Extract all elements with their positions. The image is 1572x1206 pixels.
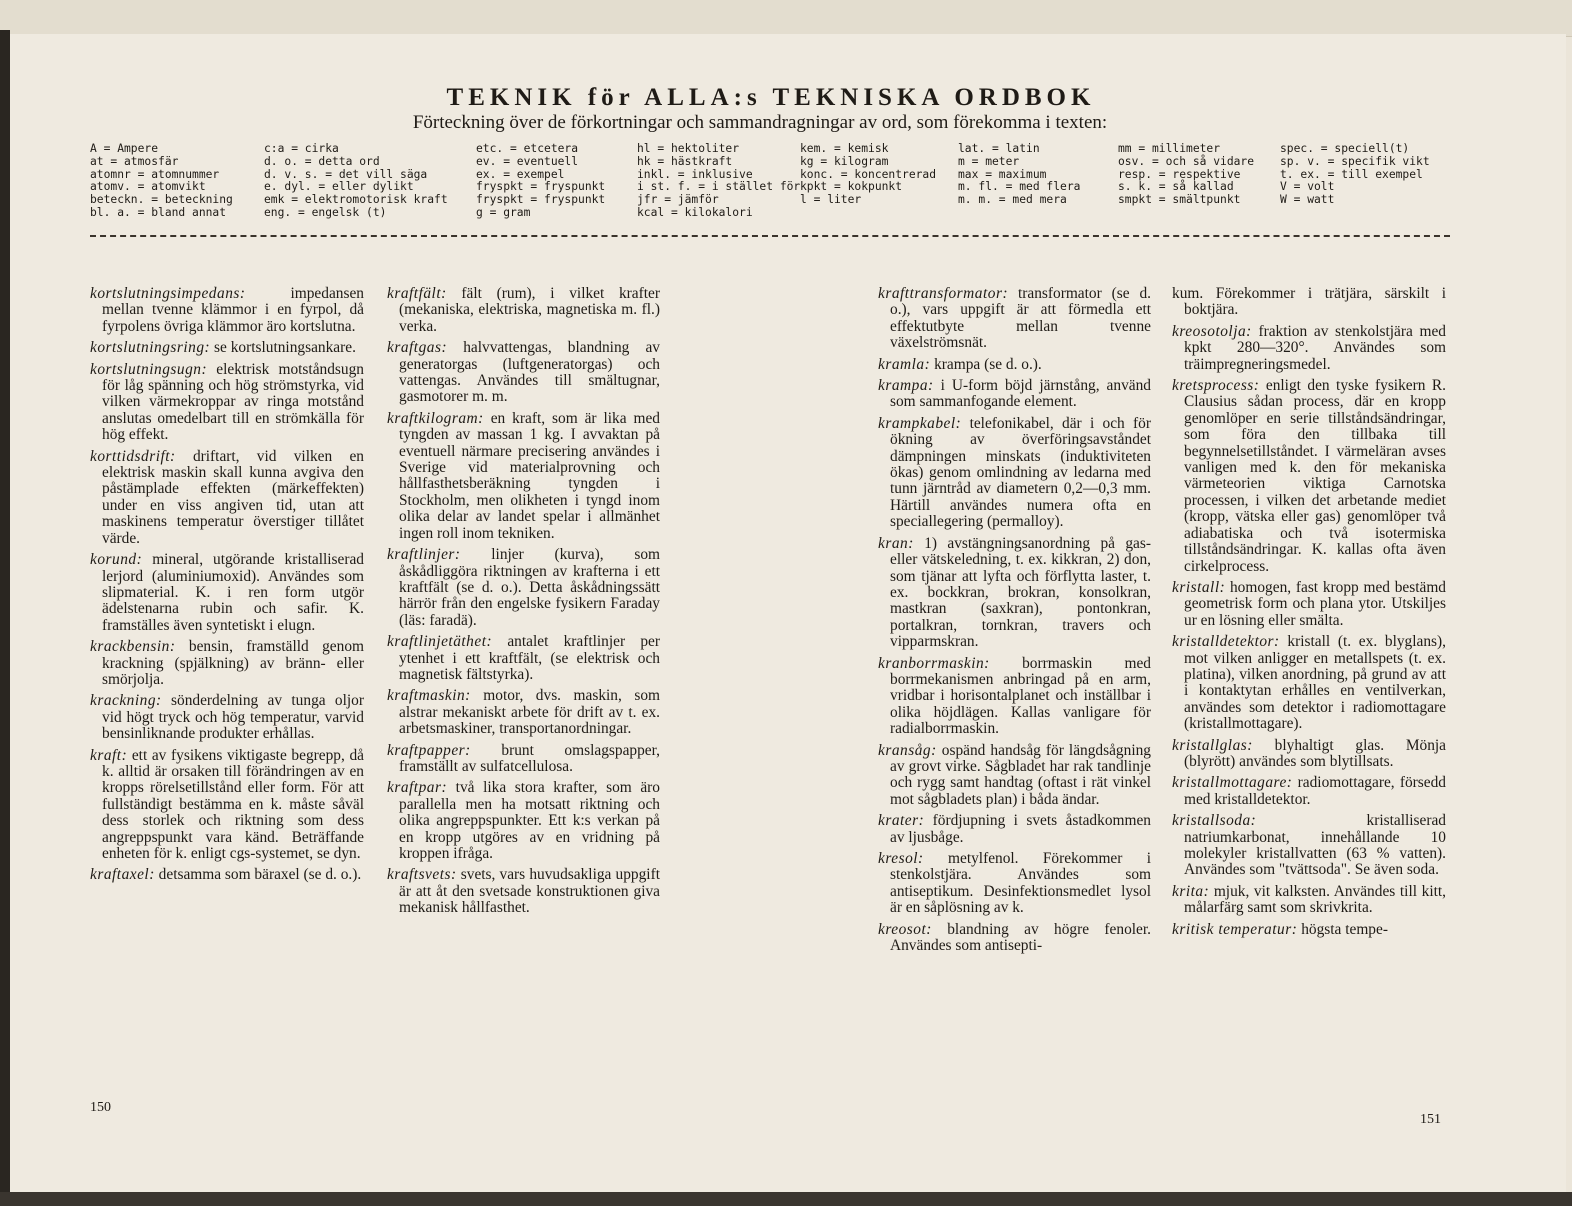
abbreviation-item: c:a = cirka: [264, 142, 339, 155]
dictionary-entry: [90, 362, 364, 444]
abbreviation-item: sp. v. = specifik vikt: [1280, 154, 1430, 168]
dictionary-entry: [90, 748, 364, 863]
abbreviation-item: ex. = exempel: [476, 167, 565, 181]
entry-definition: sönderdelning av tunga oljor vid högt tryck och hög temperatur, varvid bensinliknande produkter erhållas.: [102, 692, 364, 743]
abbreviation-column: [637, 143, 800, 220]
abbreviation-item: etc. = etcetera: [476, 142, 579, 155]
entry-term: kraftpar:: [387, 779, 448, 797]
dictionary-entry: [1172, 634, 1446, 732]
dictionary-entry: [1172, 738, 1446, 771]
entry-definition: telefonikabel, där i och för ökning av överföringsavståndet dämpningen minskats (induktiviteten ökas) genom omlindning av ledarna med tunn järntråd av diametern 0,2—0,3 mm. Härtill användes numera ofta en speciallegering (permalloy).: [890, 414, 1151, 531]
abbreviation-item: jfr = jämför: [637, 193, 719, 207]
abbreviation-item: max = maximum: [958, 167, 1047, 181]
abbreviation-item: emk = elektromotorisk kraft: [264, 193, 448, 207]
entry-term: kraftaxel:: [90, 866, 155, 884]
dictionary-entry: [90, 639, 364, 688]
entry-definition: blyhaltigt glas. Mönja (blyrött) användes som blytillsats.: [1184, 736, 1446, 770]
abbreviation-column: [264, 143, 448, 220]
dictionary-entry: [90, 552, 364, 634]
dictionary-entry: [1172, 922, 1446, 938]
dictionary-entry: [387, 634, 660, 683]
dictionary-entry: [878, 378, 1151, 411]
entry-definition: linjer (kurva), som åskådliggöra riktningen av krafterna i ett kraftfält (se d. o.). Detta åskådningssätt härrör från den engelske fysikern Faraday (läs: faradä).: [399, 546, 660, 629]
dictionary-entry: [878, 416, 1151, 531]
dictionary-entry: [1172, 775, 1446, 808]
entry-definition: 1) avstängningsanordning på gas- eller vätskeledning, t. ex. kikkran, 2) don, som tjänar att lyfta och förflytta laster, t. ex. bockkran, brokran, konsolkran, mastkran (saxkran), pontonkran, portalkran, tornkran, travers och vipparmskran.: [890, 534, 1151, 651]
abbreviation-item: lat. = latin: [958, 142, 1040, 155]
abbreviation-item: i st. f. = i stället för: [637, 180, 801, 194]
abbreviation-column: [1118, 143, 1254, 207]
abbreviation-item: at = atmosfär: [90, 154, 179, 168]
abbreviation-item: atomnr = atomnummer: [90, 167, 220, 181]
abbreviation-item: kg = kilogram: [800, 154, 889, 168]
dictionary-entry: [387, 411, 660, 542]
abbreviation-column: [958, 143, 1080, 207]
entry-term: kraftgas:: [387, 339, 448, 357]
entry-term: kritisk temperatur:: [1172, 920, 1298, 938]
binding-edge: [0, 30, 10, 1206]
entry-term: kristallglas:: [1172, 736, 1253, 754]
entry-term: kraftlinjetäthet:: [387, 633, 493, 651]
entry-definition: elektrisk motståndsugn för låg spänning och hög strömstyrka, vid vilken värmekroppar av ringa motstånd anslutas omedelbart till en strömkälla för hög effekt.: [102, 360, 364, 444]
abbreviation-item: kem. = kemisk: [800, 142, 889, 155]
entry-definition: radiomottagare, försedd med kristalldetektor.: [1184, 774, 1446, 808]
dictionary-entry: [1172, 324, 1446, 373]
abbreviation-item: V = volt: [1280, 180, 1335, 194]
entry-definition: halvvattengas, blandning av generatorgas (luftgeneratorgas) och vattengas. Användes till smältugnar, gasmotorer m. m.: [399, 339, 660, 406]
dictionary-entry: [387, 780, 660, 862]
entry-definition: detsamma som bäraxel (se d. o.).: [154, 866, 362, 884]
dictionary-entry: [878, 743, 1151, 809]
entry-term: kran:: [878, 534, 914, 552]
abbreviation-item: mm = millimeter: [1118, 142, 1221, 155]
dictionary-entry: [1172, 884, 1446, 917]
dictionary-entry: [387, 340, 660, 406]
entry-term: kraftlinjer:: [387, 546, 461, 564]
dictionary-entry: [1172, 580, 1446, 629]
entry-term: kreosot:: [878, 920, 932, 938]
dictionary-entry: [878, 536, 1151, 651]
entry-definition: impedansen mellan tvenne klämmor i en fyrpol, då fyrpolens övriga klämmor äro kortslutna.: [102, 285, 364, 335]
entry-definition: motor, dvs. maskin, som alstrar mekaniskt arbete för drift av t. ex. arbetsmaskiner, transportanordningar.: [399, 687, 660, 738]
entry-term: krackning:: [90, 692, 162, 710]
dictionary-entry: [90, 693, 364, 742]
entry-definition: borrmaskin med borrmekanismen anbringad på en arm, vridbar i horisontalplanet och inställbar i olika höjdlägen. Kallas vanligare för radialborrmaskin.: [890, 654, 1151, 738]
abbreviation-item: konc. = koncentrerad: [800, 167, 937, 181]
entry-definition: homogen, fast kropp med bestämd geometrisk form och plana ytor. Utskiljes ur en lösning eller smälta.: [1184, 578, 1446, 629]
entry-definition: driftart, vid vilken en elektrisk maskin skall kunna avgiva den påstämplade effekten (märkeffekten) under en viss angiven tid, utan att maskinens temperatur överstiger tillåtet värde.: [102, 447, 364, 547]
entry-definition: två lika stora krafter, som äro parallella men ha motsatt riktning och olika angreppspunkter. Ett k:s verkan på en kropp utgöres av en vridning på kroppen ifråga.: [399, 779, 660, 862]
dictionary-entry: [90, 449, 364, 547]
abbreviation-item: d. o. = detta ord: [264, 154, 380, 168]
entry-term: krita:: [1172, 882, 1210, 900]
page-title: TEKNIK för ALLA:s TEKNISKA ORDBOK: [446, 84, 1096, 111]
abbreviation-item: hl = hektoliter: [637, 142, 740, 155]
entry-definition: enligt den tyske fysikern R. Clausius sådan process, där en kropp genomlöper en serie tillståndsändringar, som föra den tillbaka till begynnelsetillståndet. I värmeläran avses vanligen med k. den för mekaniska värmeteorien viktiga Carnotska processen, i vilken det arbetande mediet (kropp, vätska eller gas) genomlöper två adiabatiska och två isotermiska tillståndsändringar. K. kallas ofta även cirkelprocess.: [1184, 377, 1446, 575]
entry-term: kreosotolja:: [1172, 322, 1252, 340]
text-column: [90, 286, 364, 889]
entry-term: kortslutningsring:: [90, 339, 211, 357]
abbreviation-item: fryspkt = fryspunkt: [476, 180, 606, 194]
abbreviation-item: resp. = respektive: [1118, 167, 1241, 181]
dictionary-entry: [878, 656, 1151, 738]
abbreviation-item: osv. = och så vidare: [1118, 154, 1255, 168]
entry-term: kortslutningsugn:: [90, 360, 208, 378]
dictionary-entry: [387, 286, 660, 335]
abbreviation-item: s. k. = så kallad: [1118, 180, 1234, 194]
entry-term: kraftkilogram:: [387, 409, 484, 427]
entry-term: kramla:: [878, 355, 931, 373]
text-column: [1172, 286, 1446, 943]
entry-definition: mineral, utgörande kristalliserad lerjord (aluminiumoxid). Användes som slipmaterial. K. i ren form utgör ädelstenarna rubin och safir. K. framställes även syntetiskt i elugn.: [102, 551, 364, 634]
abbreviation-item: m = meter: [958, 154, 1020, 168]
entry-definition: kum. Förekommer i trätjära, särskilt i boktjära.: [1172, 285, 1446, 319]
abbreviation-item: W = watt: [1280, 193, 1335, 207]
entry-definition: se kortslutningsankare.: [210, 339, 356, 357]
dictionary-entry: [878, 922, 1151, 955]
entry-term: kristallsoda:: [1172, 812, 1257, 830]
entry-definition: krampa (se d. o.).: [930, 355, 1042, 373]
entry-term: kranborrmaskin:: [878, 654, 990, 672]
dictionary-entry: [878, 851, 1151, 917]
entry-definition: bensin, framställd genom krackning (spjälkning) av bränn- eller smörjolja.: [102, 638, 364, 688]
abbreviation-item: smpkt = smältpunkt: [1118, 193, 1241, 207]
abbreviation-item: spec. = speciell(t): [1280, 142, 1410, 155]
abbreviation-item: kpkt = kokpunkt: [800, 180, 903, 194]
dictionary-entry: [387, 688, 660, 737]
entry-term: kristalldetektor:: [1172, 633, 1280, 651]
dictionary-entry: [1172, 378, 1446, 575]
entry-definition: en kraft, som är lika med tyngden av massan 1 kg. I avvaktan på eventuell närmare precisering användes i Sverige vid materialprovning och hållfasthetsberäkning tyngden i Stockholm, men olikheten i tyngd inom olika delar av landet spelar i allmänhet ingen roll inom tekniken.: [399, 409, 660, 542]
entry-term: kransåg:: [878, 741, 937, 759]
abbreviation-item: hk = hästkraft: [637, 154, 733, 168]
dictionary-entry: [878, 357, 1151, 373]
abbreviation-item: ev. = eventuell: [476, 154, 579, 168]
abbreviation-item: m. fl. = med flera: [958, 180, 1081, 194]
dictionary-entry: [387, 547, 660, 629]
abbreviation-column: [90, 143, 233, 220]
abbreviation-item: d. v. s. = det vill säga: [264, 167, 428, 181]
entry-definition: fält (rum), i vilket krafter (mekaniska, elektriska, magnetiska m. fl.) verka.: [399, 285, 660, 335]
entry-definition: i U-form böjd järnstång, använd som sammanfogande element.: [890, 377, 1151, 411]
abbreviation-item: beteckn. = beteckning: [90, 193, 233, 207]
entry-term: kraftfält:: [387, 285, 447, 302]
text-column: [387, 286, 660, 922]
entry-term: krafttransformator:: [878, 285, 1009, 302]
entry-definition: ett av fysikens viktigaste begrepp, då k. alltid är orsaken till förändringen av en kropps rörelsetillstånd eller form. För att fullständigt bestämma en k. måste såväl dess storlek och riktning som dess angreppspunkt vara känd. Beträffande enheten för k. enligt cgs-systemet, se dyn.: [102, 746, 364, 862]
entry-term: kraft:: [90, 746, 128, 764]
entry-term: kortslutningsimpedans:: [90, 285, 246, 302]
abbreviation-item: eng. = engelsk (t): [264, 205, 387, 219]
dictionary-entry: [1172, 813, 1446, 879]
entry-term: kresol:: [878, 850, 924, 867]
entry-definition: högsta tempe-: [1297, 920, 1388, 938]
entry-term: kraftmaskin:: [387, 687, 471, 705]
dictionary-entry: [878, 286, 1151, 352]
entry-definition: fraktion av stenkolstjära med kpkt 280—320°. Användes som träimpregneringsmedel.: [1184, 322, 1446, 373]
top-strip: [0, 0, 1572, 37]
page-number-right: 151: [1420, 1112, 1441, 1127]
abbreviation-item: inkl. = inklusive: [637, 167, 753, 181]
dictionary-entry: [387, 867, 660, 916]
text-column: [878, 286, 1151, 959]
entry-term: kristall:: [1172, 578, 1226, 596]
abbreviation-item: bl. a. = bland annat: [90, 205, 227, 219]
dictionary-entry: [1172, 286, 1446, 319]
bottom-edge: [0, 1192, 1572, 1206]
entry-term: kraftpapper:: [387, 741, 471, 759]
entry-term: korttidsdrift:: [90, 447, 176, 465]
abbreviation-item: atomv. = atomvikt: [90, 180, 206, 194]
dictionary-entry: [878, 813, 1151, 846]
entry-definition: fördjupning i svets åstadkommen av ljusbåge.: [890, 812, 1151, 846]
abbreviation-item: l = liter: [800, 193, 862, 207]
entry-definition: svets, vars huvudsakliga uppgift är att åt den svetsade konstruktionen giva mekanisk hållfasthet.: [399, 866, 660, 917]
entry-definition: transformator (se d. o.), vars uppgift är att förmedla ett effektutbyte mellan tvenne växelströmsnät.: [890, 285, 1151, 352]
entry-term: kraftsvets:: [387, 866, 457, 884]
abbreviation-column: [800, 143, 936, 207]
entry-term: kristallmottagare:: [1172, 774, 1293, 792]
abbreviation-item: A = Ampere: [90, 142, 159, 155]
entry-definition: mjuk, vit kalksten. Användes till kitt, målarfärg samt som skrivkrita.: [1184, 882, 1446, 917]
abbreviation-item: e. dyl. = eller dylikt: [264, 180, 414, 194]
abbreviation-item: g = gram: [476, 205, 531, 219]
page-number-left: 150: [90, 1100, 111, 1115]
entry-definition: metylfenol. Förekommer i stenkolstjära. Användes som antiseptikum. Desinfektionsmedlet lysol är en såplösning av k.: [890, 850, 1151, 917]
entry-term: krackbensin:: [90, 638, 176, 656]
entry-definition: kristalliserad natriumkarbonat, innehållande 10 molekyler kristallvatten (63 % vatten). Användes som "tvättsoda". Se även soda.: [1184, 812, 1446, 879]
entry-term: korund:: [90, 551, 143, 569]
abbreviation-column: [1280, 143, 1430, 207]
dictionary-entry: [387, 743, 660, 776]
abbreviation-item: kcal = kilokalori: [637, 205, 753, 219]
entry-definition: blandning av högre fenoler. Användes som antisepti-: [890, 920, 1151, 955]
entry-definition: antalet kraftlinjer per ytenhet i ett kraftfält, (se elektrisk och magnetisk fältstyrka).: [399, 633, 660, 683]
dictionary-entry: [90, 286, 364, 335]
entry-definition: ospänd handsåg för längdsågning av grovt virke. Sågbladet har rak tandlinje och rygg samt handtag (oftast i rät vinkel mot sågbladets plan) i båda ändar.: [890, 741, 1151, 808]
abbreviation-item: t. ex. = till exempel: [1280, 167, 1423, 181]
dictionary-entry: [90, 867, 364, 883]
entry-term: kretsprocess:: [1172, 377, 1260, 395]
entry-term: krampkabel:: [878, 414, 962, 432]
entry-definition: kristall (t. ex. blyglans), mot vilken anligger en metallspets (t. ex. platina), vilken anordning, på grund av att i kontaktytan erhålles en ventilverkan, användes som detektor i radiomottagare (kristallmottagare).: [1184, 633, 1446, 733]
dictionary-entry: [90, 340, 364, 356]
entry-term: krater:: [878, 812, 925, 830]
abbreviation-item: m. m. = med mera: [958, 193, 1067, 207]
entry-definition: brunt omslagspapper, framställt av sulfatcellulosa.: [399, 741, 660, 775]
page-subtitle: Förteckning över de förkortningar och sammandragningar av ord, som förekomma i texten:: [412, 112, 1108, 133]
entry-term: krampa:: [878, 377, 934, 395]
abbreviation-item: fryspkt = fryspunkt: [476, 193, 606, 207]
abbreviation-column: [476, 143, 605, 220]
dashed-divider: [90, 235, 1450, 237]
